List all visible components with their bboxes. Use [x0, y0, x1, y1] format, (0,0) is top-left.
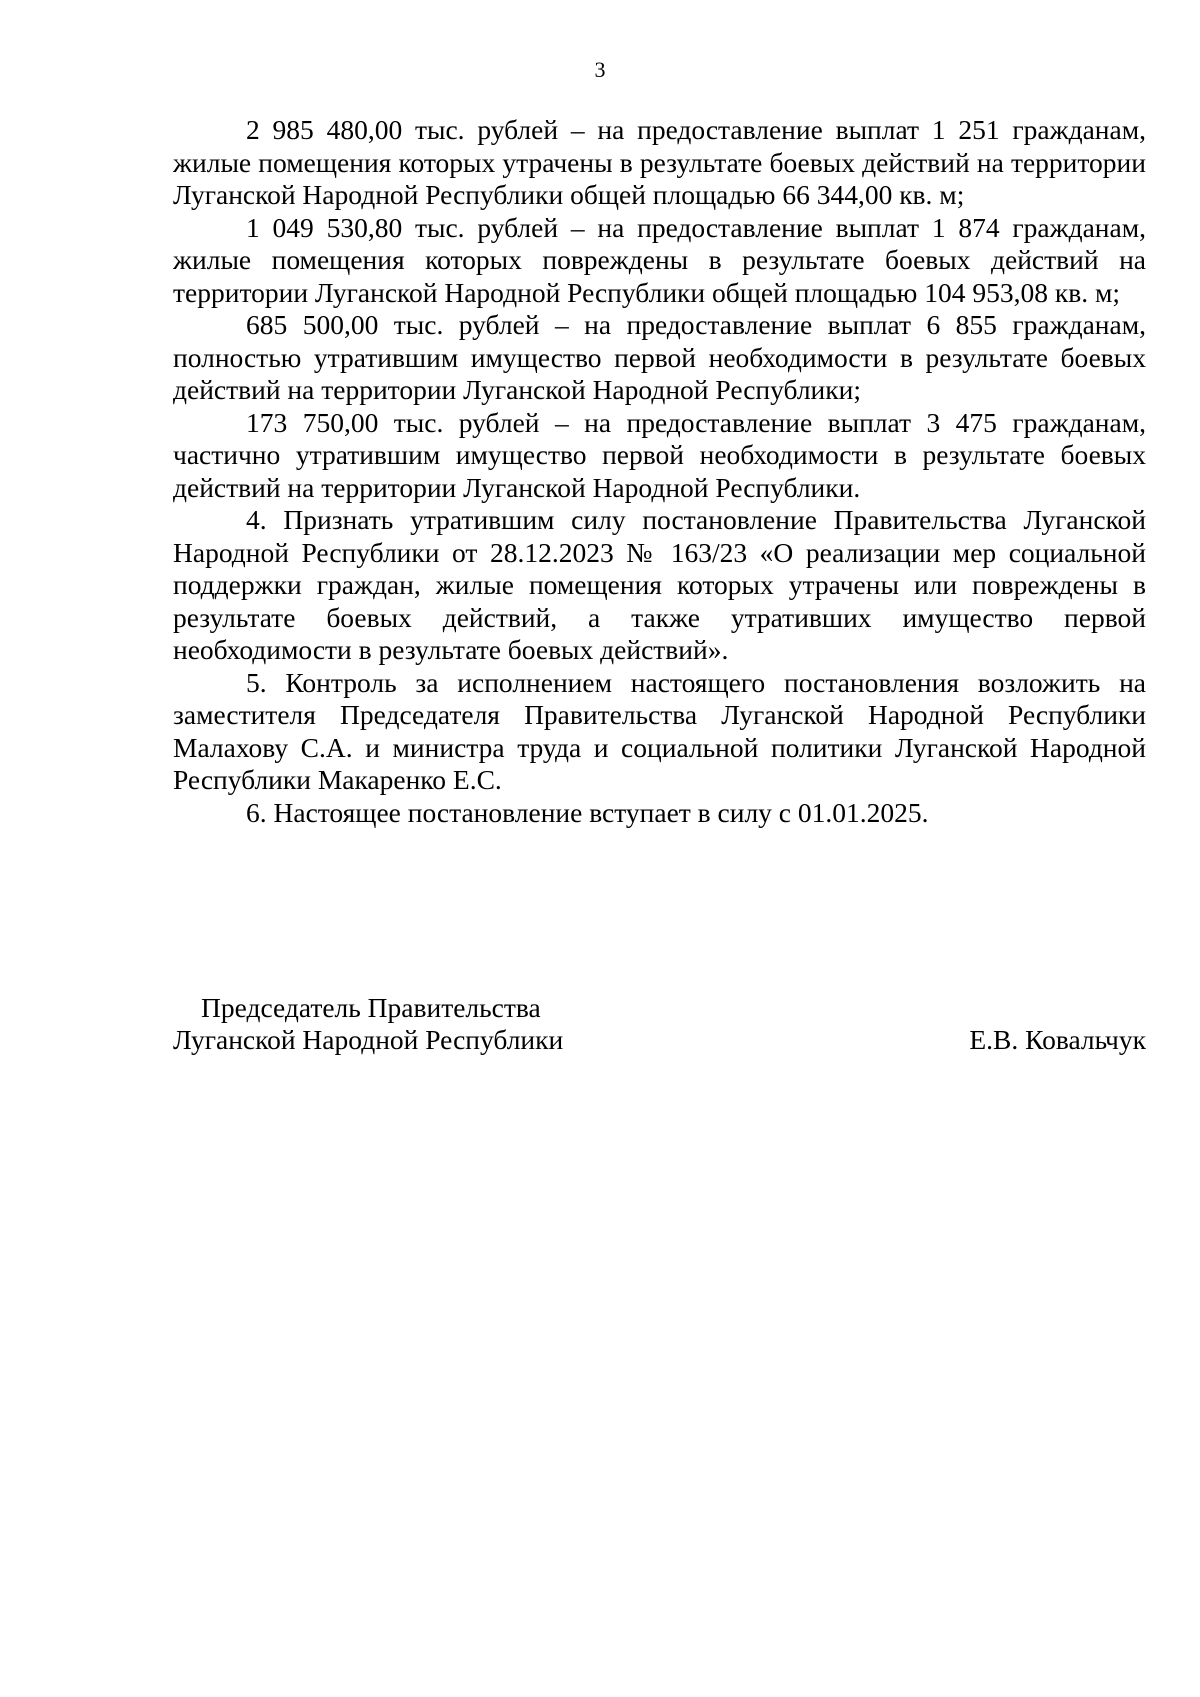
- signatory-title-line-1: Председатель Правительства: [201, 992, 541, 1023]
- signature-block: [173, 992, 1146, 1056]
- signatory-title-line-2: Луганской Народной Республики: [173, 1024, 564, 1055]
- page-number: 3: [594, 57, 606, 82]
- paragraph-payment-lost-housing: 2 985 480,00 тыс. рублей – на предоставление выплат 1 251 гражданам, жилые помещения которых утрачены в результате боевых действий на территории Луганской Народной Республики общей площадью 66 344,00 кв. м;: [173, 114, 1146, 210]
- signatory-name: Е.В. Ковальчук: [969, 1024, 1146, 1055]
- paragraph-payment-partial-property-loss: 173 750,00 тыс. рублей – на предоставление выплат 3 475 гражданам, частично утратившим имущество первой необходимости в результате боевых действий на территории Луганской Народной Республики.: [173, 406, 1146, 503]
- paragraph-item-6-effective-date: 6. Настоящее постановление вступает в силу с 01.01.2025.: [246, 796, 929, 828]
- document-body: [173, 114, 1146, 829]
- paragraph-item-5-control: 5. Контроль за исполнением настоящего постановления возложить на заместителя Председателя Правительства Луганской Народной Республики Малахову С.А. и министра труда и социальной политики Луганской Народной Республики Макаренко Е.С.: [173, 666, 1146, 795]
- paragraph-payment-damaged-housing: 1 049 530,80 тыс. рублей – на предоставление выплат 1 874 гражданам, жилые помещения которых повреждены в результате боевых действий на территории Луганской Народной Республики общей площадью 104 953,08 кв. м;: [173, 211, 1146, 308]
- signature-row: [173, 1024, 1146, 1056]
- paragraph-item-4-repeal: 4. Признать утратившим силу постановление Правительства Луганской Народной Республики от 28.12.2023 № 163/23 «О реализации мер социальной поддержки граждан, жилые помещения которых утрачены или повреждены в результате боевых действий, а также утративших имущество первой необходимости в результате боевых действий».: [173, 504, 1146, 665]
- paragraph-payment-full-property-loss: 685 500,00 тыс. рублей – на предоставление выплат 6 855 гражданам, полностью утратившим имущество первой необходимости в результате боевых действий на территории Луганской Народной Республики;: [173, 309, 1146, 405]
